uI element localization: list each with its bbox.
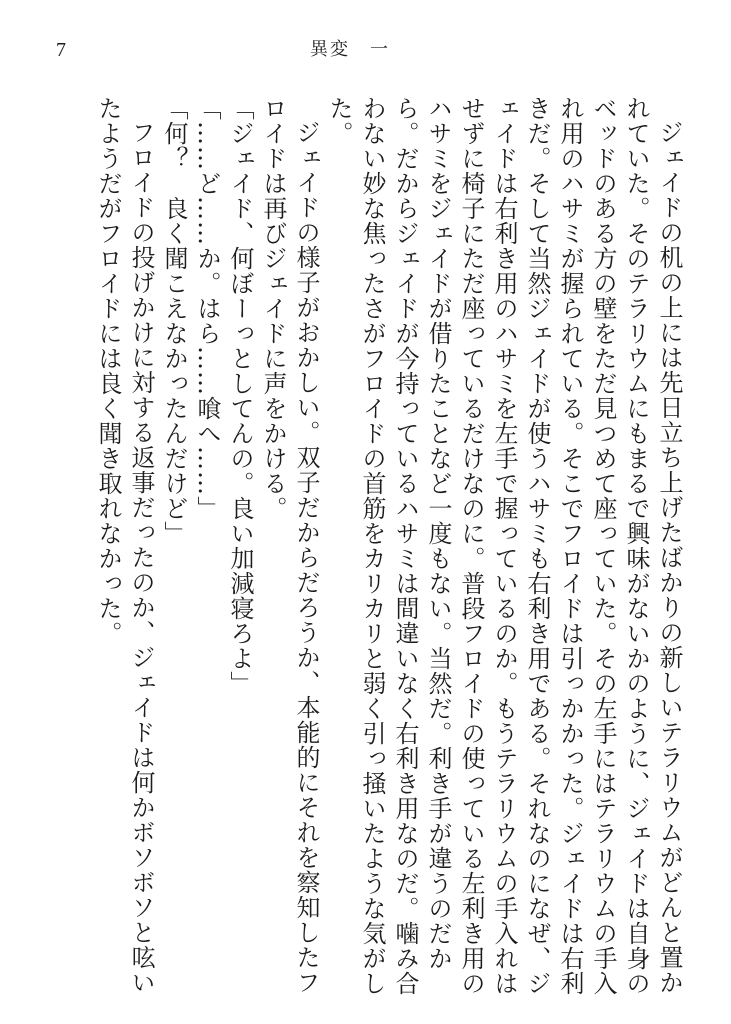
paragraph-narration-1: ジェイドの机の上には先日立ち上げたばかりの新しいテラリウムがどんと置かれていた。そのテラリウムにもまるで興味がないかのように、ジェイドは自身のベッドのある方の壁をただ見つめて座っていた。その左手にはテラリウムの手入れ用のハサミが握られている。そこでフロイドは引っかかった。ジェイドは右利きだ。そして当然ジェイドが使うハサミも右利き用である。それなのになぜ、ジェイドは右利き用のハサミを左手で握っているのか。もうテラリウムの手入れはせずに椅子にただ座っているだけなのに。普段フロイドの使っている左利き用のハサミをジェイドが借りたことなど一度もない。当然だ。利き手が違うのだから。だからジェイドが今持っているハサミは間違いなく右利き用なのだ。噛み合わない妙な焦ったさがフロイドの首筋をカリカリと弱く引っ掻いたような気がした。: [325, 96, 683, 996]
dialogue-line-1: 「ジェイド、何ぼーっとしてんの。良い加減寝ろよ」: [226, 96, 254, 696]
running-header: 異変 一: [310, 39, 390, 60]
paragraph-narration-2: ジェイドの様子がおかしい。双子だからだろうか、本能的にそれを察知したフロイドは再びジェイドに声をかける。: [259, 96, 320, 995]
body-text: [35, 96, 685, 996]
dialogue-line-2: 「……ど……か。はら……喰へ……」: [193, 96, 221, 521]
page-number: 7: [56, 39, 66, 61]
paragraph-narration-3: フロイドの投げかけに対する返事だったのか、ジェイドは何かボソボソと呟いたようだがフロイドには良く聞き取れなかった。: [94, 96, 155, 995]
dialogue-line-3: 「何？ 良く聞こえなかったんだけど」: [160, 96, 188, 546]
